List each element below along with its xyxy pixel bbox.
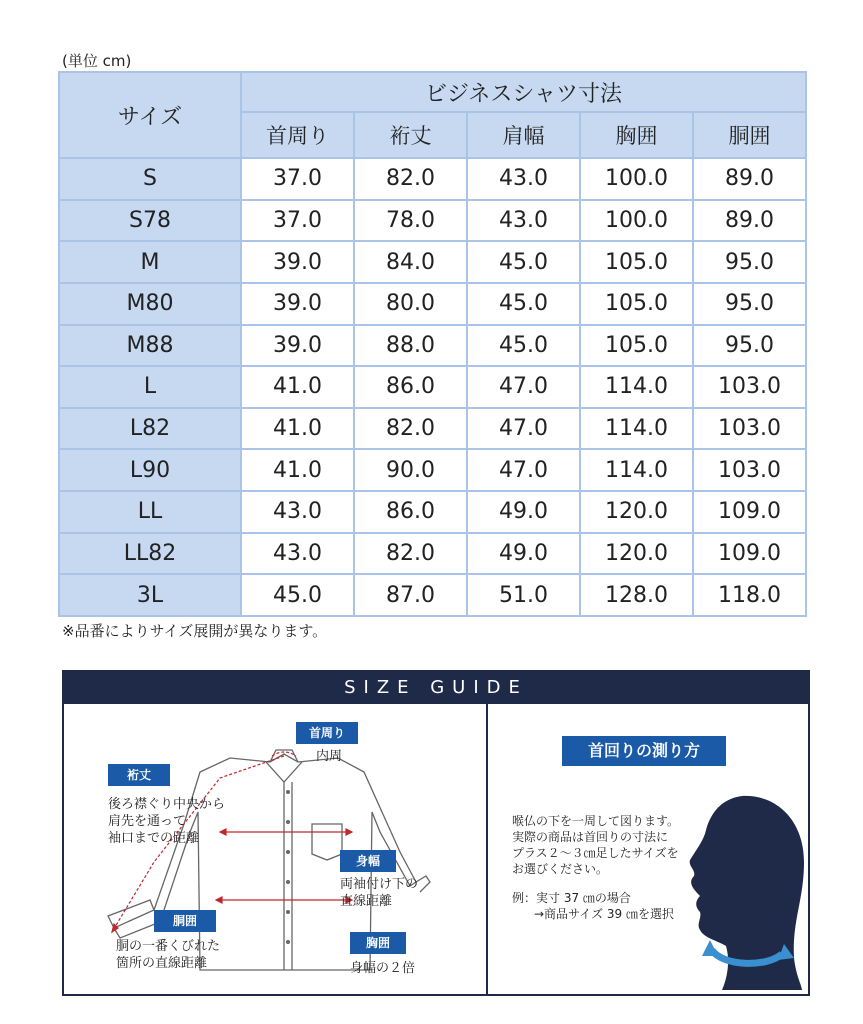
table-cell: 43.0 xyxy=(241,491,354,533)
size-column-header: サイズ xyxy=(59,72,241,158)
table-row xyxy=(59,574,806,616)
table-cell: 105.0 xyxy=(580,325,693,367)
table-cell: 84.0 xyxy=(354,241,467,283)
table-cell: 45.0 xyxy=(467,325,580,367)
size-label: L82 xyxy=(59,408,241,450)
table-cell: 47.0 xyxy=(467,449,580,491)
size-label: M80 xyxy=(59,283,241,325)
table-cell: 47.0 xyxy=(467,366,580,408)
table-row xyxy=(59,533,806,575)
table-row xyxy=(59,408,806,450)
table-cell: 49.0 xyxy=(467,491,580,533)
panel-divider xyxy=(486,704,488,996)
table-cell: 103.0 xyxy=(693,449,806,491)
table-cell: 100.0 xyxy=(580,158,693,200)
table-cell: 114.0 xyxy=(580,366,693,408)
table-cell: 114.0 xyxy=(580,408,693,450)
table-cell: 86.0 xyxy=(354,366,467,408)
size-label: M xyxy=(59,241,241,283)
table-cell: 43.0 xyxy=(467,200,580,242)
table-row xyxy=(59,366,806,408)
table-cell: 90.0 xyxy=(354,449,467,491)
table-cell: 114.0 xyxy=(580,449,693,491)
neck-howto-title: 首回りの測り方 xyxy=(562,736,726,766)
table-row xyxy=(59,158,806,200)
table-cell: 43.0 xyxy=(241,533,354,575)
shoulder-tag: 身幅 xyxy=(340,850,396,872)
neck-example-line-1: 例：実寸 37 ㎝の場合 xyxy=(512,891,631,905)
size-guide-title: SIZE GUIDE xyxy=(64,672,808,704)
chest-tag: 胸囲 xyxy=(350,932,406,954)
table-cell: 37.0 xyxy=(241,200,354,242)
size-guide-panel xyxy=(62,670,810,996)
table-cell: 41.0 xyxy=(241,366,354,408)
table-cell: 78.0 xyxy=(354,200,467,242)
table-row xyxy=(59,449,806,491)
table-cell: 95.0 xyxy=(693,325,806,367)
table-cell: 118.0 xyxy=(693,574,806,616)
size-label: 3L xyxy=(59,574,241,616)
column-header: 首周り xyxy=(241,112,354,158)
size-label: M88 xyxy=(59,325,241,367)
size-table xyxy=(58,71,807,617)
size-label: L90 xyxy=(59,449,241,491)
unit-label: (単位 cm) xyxy=(62,52,132,70)
table-cell: 82.0 xyxy=(354,408,467,450)
shoulder-description: 両袖付け下の 直線距離 xyxy=(340,877,419,909)
table-cell: 82.0 xyxy=(354,158,467,200)
neck-example-line-2: →商品サイズ 39 ㎝を選択 xyxy=(534,907,674,921)
neck-description: 内周 xyxy=(316,749,343,764)
table-cell: 45.0 xyxy=(467,241,580,283)
table-cell: 100.0 xyxy=(580,200,693,242)
size-label: L xyxy=(59,366,241,408)
table-cell: 95.0 xyxy=(693,241,806,283)
column-header: 裄丈 xyxy=(354,112,467,158)
sleeve-tag: 裄丈 xyxy=(108,764,170,786)
size-label: LL xyxy=(59,491,241,533)
column-header: 肩幅 xyxy=(467,112,580,158)
neck-tag: 首周り xyxy=(296,722,358,744)
shirt-dimensions-header: ビジネスシャツ寸法 xyxy=(241,72,806,112)
table-cell: 87.0 xyxy=(354,574,467,616)
table-cell: 37.0 xyxy=(241,158,354,200)
table-cell: 103.0 xyxy=(693,408,806,450)
table-cell: 51.0 xyxy=(467,574,580,616)
table-cell: 43.0 xyxy=(467,158,580,200)
neck-howto-description: 喉仏の下を一周して図ります。 実際の商品は首回りの寸法に プラス２～３㎝足したサイズを お選びください。 xyxy=(512,814,680,876)
waist-description: 胴の一番くびれた 箇所の直線距離 xyxy=(116,939,221,971)
waist-tag: 胴囲 xyxy=(154,910,216,932)
table-cell: 41.0 xyxy=(241,408,354,450)
table-cell: 88.0 xyxy=(354,325,467,367)
size-label: S78 xyxy=(59,200,241,242)
table-row xyxy=(59,491,806,533)
table-cell: 89.0 xyxy=(693,158,806,200)
head-silhouette xyxy=(682,790,812,990)
table-row xyxy=(59,200,806,242)
table-cell: 80.0 xyxy=(354,283,467,325)
size-label: S xyxy=(59,158,241,200)
table-cell: 95.0 xyxy=(693,283,806,325)
table-cell: 45.0 xyxy=(241,574,354,616)
table-cell: 120.0 xyxy=(580,491,693,533)
table-row xyxy=(59,241,806,283)
table-cell: 45.0 xyxy=(467,283,580,325)
table-cell: 39.0 xyxy=(241,325,354,367)
table-cell: 82.0 xyxy=(354,533,467,575)
table-row xyxy=(59,283,806,325)
size-note: ※品番によりサイズ展開が異なります。 xyxy=(62,622,328,640)
table-cell: 120.0 xyxy=(580,533,693,575)
table-cell: 89.0 xyxy=(693,200,806,242)
table-cell: 128.0 xyxy=(580,574,693,616)
table-cell: 41.0 xyxy=(241,449,354,491)
chest-description: 身幅の２倍 xyxy=(350,961,416,976)
table-cell: 47.0 xyxy=(467,408,580,450)
table-cell: 103.0 xyxy=(693,366,806,408)
table-cell: 109.0 xyxy=(693,533,806,575)
size-label: LL82 xyxy=(59,533,241,575)
table-cell: 109.0 xyxy=(693,491,806,533)
table-cell: 39.0 xyxy=(241,283,354,325)
table-cell: 39.0 xyxy=(241,241,354,283)
column-header: 胸囲 xyxy=(580,112,693,158)
column-header: 胴囲 xyxy=(693,112,806,158)
sleeve-description: 後ろ襟ぐり中央から 肩先を通って 袖口までの距離 xyxy=(108,797,226,846)
table-cell: 49.0 xyxy=(467,533,580,575)
table-cell: 86.0 xyxy=(354,491,467,533)
table-cell: 105.0 xyxy=(580,283,693,325)
table-cell: 105.0 xyxy=(580,241,693,283)
table-row xyxy=(59,325,806,367)
